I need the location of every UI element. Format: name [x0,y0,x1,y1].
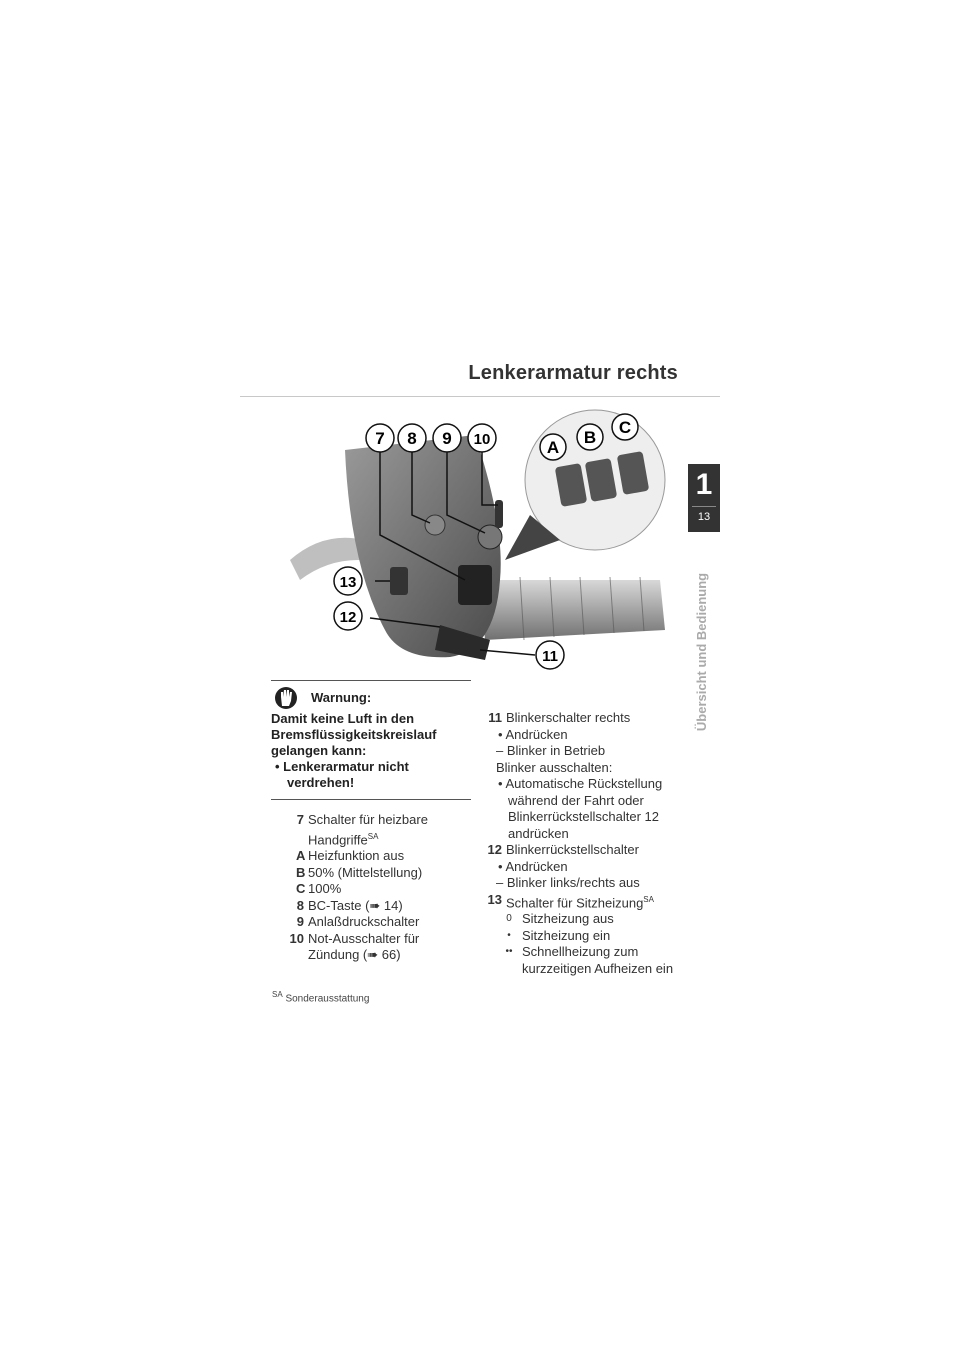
callout-13: 13 [339,574,357,591]
callout-9: 9 [442,429,452,448]
legend-right-column [466,710,686,977]
kill-switch-shape [495,500,503,528]
callout-12: 12 [339,609,357,626]
handlebar-illustration [290,405,670,675]
legend-item-11-bullet-2: • Automatische Rückstellung während der Fahrt oder Blinkerrückstellschalter 12 andrücken [498,776,663,841]
legend-item-7b: B 50% (Mittelstellung) [296,864,423,880]
callout-C: C [618,418,632,437]
callout-11: 11 [542,648,558,665]
callout-B: B [583,428,597,447]
switch-housing [345,435,501,657]
legend-item-11: 11 Blinkerschalter rechts [488,710,631,725]
handlebar-figure [290,405,670,675]
legend-item-11-note: Blinker ausschalten: [496,759,613,775]
callout-8: 8 [407,429,417,448]
chapter-number: 1 [695,468,713,501]
bc-button-shape [425,515,445,535]
stop-hand-icon [275,687,297,709]
legend-item-7: 7 Schalter für heizbare Handgriffe$^{SA}$ [296,812,428,847]
legend-item-10: 10 Not-Ausschalter für Zündung (➠ 66) [289,930,420,963]
legend-item-13-on: • Sitzheizung ein [507,927,611,943]
legend-item-9: 9 Anlaßdruckschalter [296,914,420,930]
legend-item-13-fast: •• Schnellheizung zum kurzzeitigen Aufheizen ein [505,944,674,976]
legend-item-11-bullet-1: • Andrücken [498,726,568,742]
legend-item-12-bullet-1: • Andrücken [498,858,568,874]
page-title: Lenkerarmatur rechts [468,362,678,384]
legend-item-7c: C 100% [296,881,342,897]
chapter-side-label: Übersicht und Bedienung [694,572,709,732]
callout-7: 7 [375,429,385,448]
starter-button-shape [478,525,502,549]
legend-item-8: 8 BC-Taste (➠ 14) [296,897,403,913]
warning-text: Damit keine Luft in den Bremsflüssigkeitskreislauf gelangen kann: [271,711,437,758]
legend-item-12-dash-1: – Blinker links/rechts aus [496,875,640,890]
warning-box [271,680,471,800]
warning-title: Warnung: [311,690,372,705]
legend-item-13-off: 0 Sitzheizung aus [506,911,614,927]
legend-item-11-dash-1: – Blinker in Betrieb [496,743,606,758]
callout-A: A [546,438,560,457]
legend-item-7a: A Heizfunktion aus [296,848,405,864]
footnote: $^{SA}$ Sonderausstattung [272,990,370,1005]
title-divider [240,396,720,397]
seat-heating-switch [390,567,408,595]
chapter-tab [688,464,720,532]
legend-item-12: 12 Blinkerrückstellschalter [487,842,639,857]
callout-10: 10 [473,431,491,448]
grip-shape [480,580,665,640]
page-number: 13 [692,506,716,527]
warning-item: • Lenkerarmatur nicht verdrehen! [275,759,409,790]
legend-item-13: 13 Schalter für Sitzheizung$^{SA}$ [487,891,654,910]
grip-heating-switch [458,565,492,605]
legend-left-column [268,812,468,964]
